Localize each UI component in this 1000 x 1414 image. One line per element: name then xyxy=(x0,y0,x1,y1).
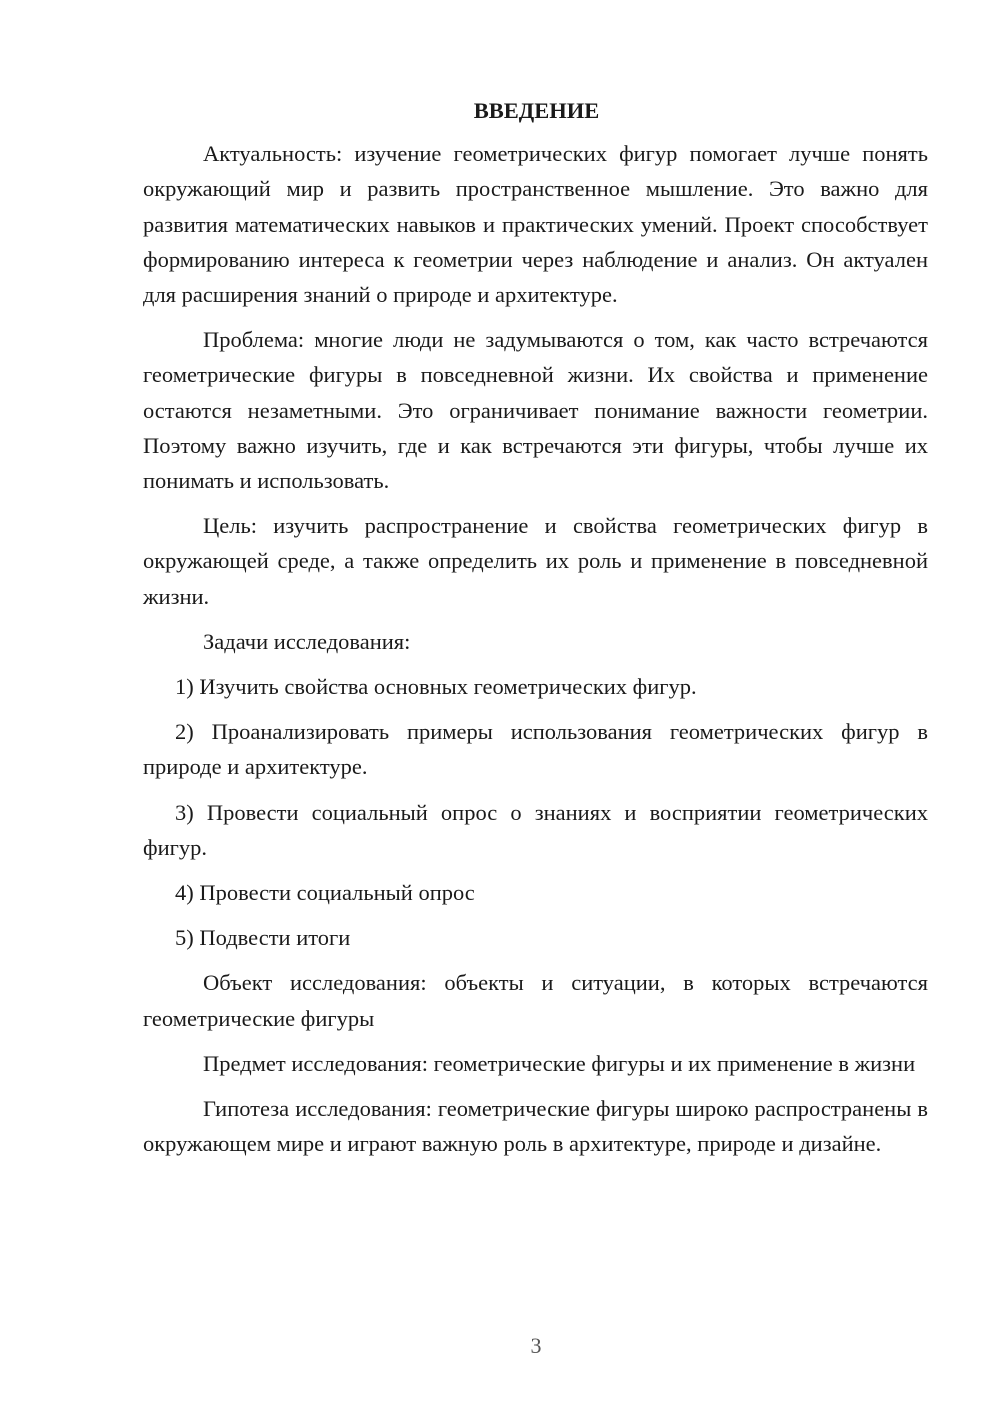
paragraph-problem: Проблема: многие люди не задумываются о том, как часто встречаются геометрические фигуры в повседневной жизни. Их свойства и применение остаются незаметными. Это ограничивает понимание важности геометрии. Поэтому важно изучить, где и как встречаются эти фигуры, чтобы лучше их понимать и использовать. xyxy=(143,327,928,494)
task-item-2: 2) Проанализировать примеры использования геометрических фигур в природе и архитектуре. xyxy=(143,719,928,780)
paragraph-hypothesis: Гипотеза исследования: геометрические фигуры широко распространены в окружающем мире и играют важную роль в архитектуре, природе и дизайне. xyxy=(143,1096,928,1157)
task-item-5: 5) Подвести итоги xyxy=(175,925,351,951)
paragraph-goal: Цель: изучить распространение и свойства геометрических фигур в окружающей среде, а также определить их роль и применение в повседневной жизни. xyxy=(143,513,928,609)
section-title: ВВЕДЕНИЕ xyxy=(473,98,600,123)
page-number: 3 xyxy=(530,1333,542,1358)
paragraph-research-object: Объект исследования: объекты и ситуации, в которых встречаются геометрические фигуры xyxy=(143,970,928,1031)
paragraph-tasks-heading: Задачи исследования: xyxy=(203,628,411,654)
paragraph-research-subject: Предмет исследования: геометрические фигуры и их применение в жизни xyxy=(203,1050,916,1076)
task-item-4: 4) Провести социальный опрос xyxy=(175,880,475,906)
paragraph-relevance: Актуальность: изучение геометрических фигур помогает лучше понять окружающий мир и развить пространственное мышление. Это важно для развития математических навыков и практических умений. Проект способствует формированию интереса к геометрии через наблюдение и анализ. Он актуален для расширения знаний о природе и архитектуре. xyxy=(143,141,928,308)
page-content xyxy=(143,93,928,1171)
task-item-3: 3) Провести социальный опрос о знаниях и восприятии геометрических фигур. xyxy=(143,799,928,860)
task-item-1: 1) Изучить свойства основных геометрических фигур. xyxy=(175,674,697,700)
